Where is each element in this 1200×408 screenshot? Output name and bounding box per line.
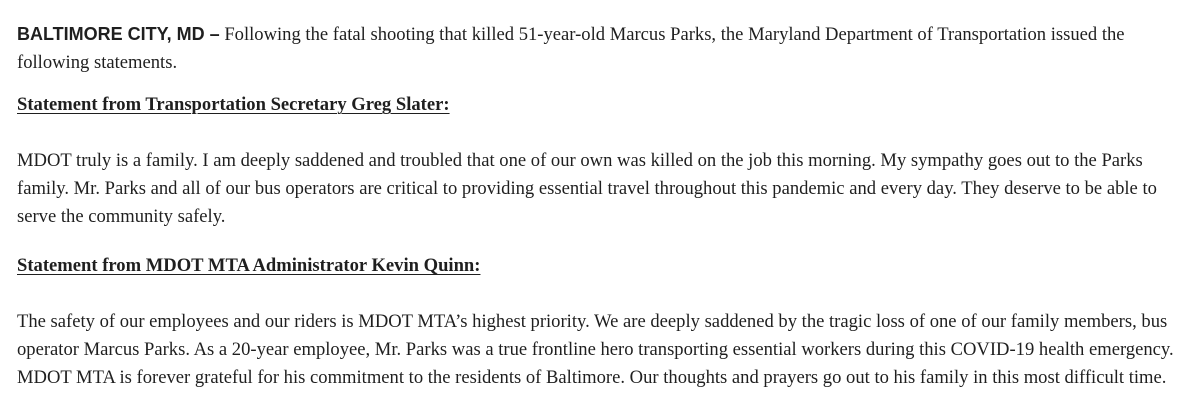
press-release — [17, 20, 1189, 392]
statement-heading-administrator: Statement from MDOT MTA Administrator Kevin Quinn: — [17, 255, 481, 276]
statement-body-administrator: The safety of our employees and our riders is MDOT MTA’s highest priority. We are deeply saddened by the tragic loss of one of our family members, bus operator Marcus Parks. As a 20-year employee, Mr. Parks was a true frontline hero transporting essential workers during this COVID-19 health emergency. MDOT MTA is forever grateful for his commitment to the residents of Baltimore. Our thoughts and prayers go out to his family in this most difficult time. — [17, 311, 1174, 388]
statement-heading-secretary: Statement from Transportation Secretary Greg Slater: — [17, 94, 450, 115]
intro-text: Following the fatal shooting that killed 51-year-old Marcus Parks, the Maryland Department of Transportation issued the following statements. — [17, 24, 1125, 73]
intro-paragraph — [17, 20, 1189, 77]
dateline: BALTIMORE CITY, MD – — [17, 24, 220, 44]
statement-body-secretary: MDOT truly is a family. I am deeply saddened and troubled that one of our own was killed on the job this morning. My sympathy goes out to the Parks family. Mr. Parks and all of our bus operators are critical to providing essential travel throughout this pandemic and every day. They deserve to be able to serve the community safely. — [17, 150, 1157, 227]
